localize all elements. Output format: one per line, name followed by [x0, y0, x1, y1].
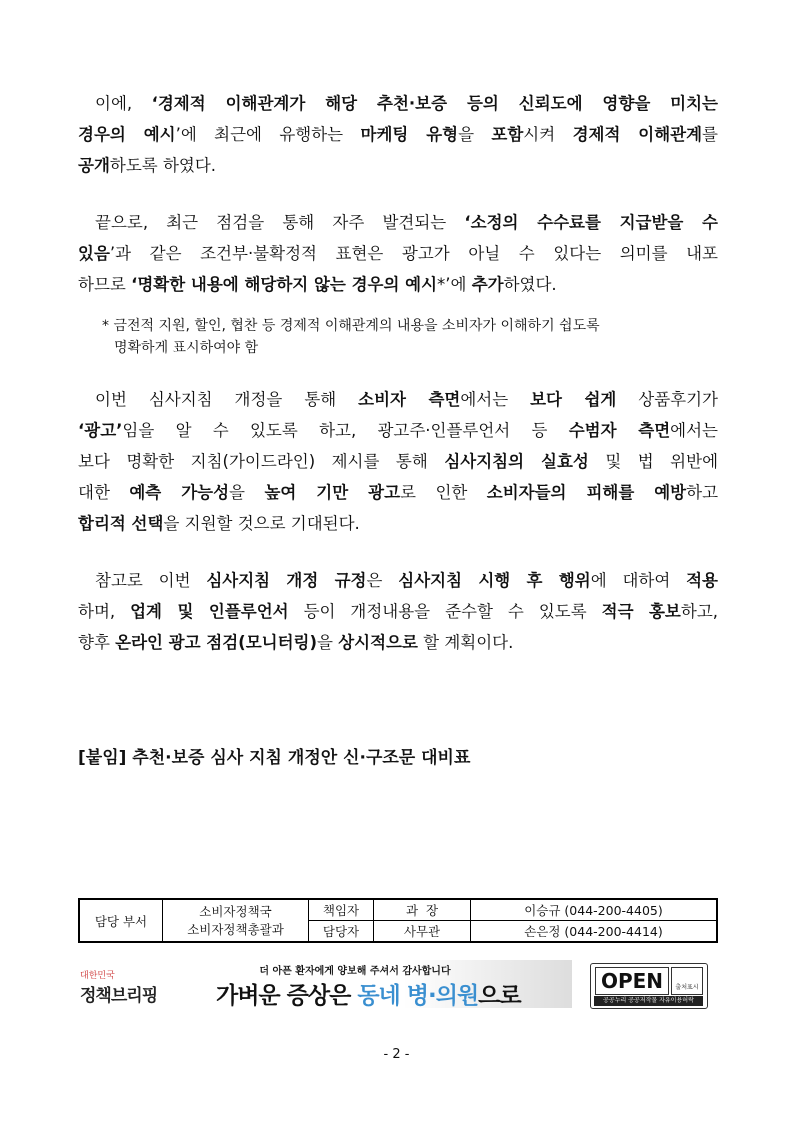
ad-text: 가벼운 증상은	[216, 983, 358, 1009]
bold-text: 포함	[491, 125, 524, 144]
bold-text: 추가	[471, 275, 504, 294]
text: 에서는	[670, 421, 718, 440]
bold-text: 소비자 측면	[358, 390, 461, 409]
footnote	[102, 315, 718, 359]
text: 이에,	[95, 94, 152, 113]
bold-text: 심사지침 시행 후 행위	[398, 571, 591, 590]
text-line	[78, 596, 718, 627]
bold-text: 상시적으로	[338, 633, 418, 652]
text: 등이 개정내용을 준수할 수 있도록	[288, 602, 602, 621]
bold-text: ‘광고’	[78, 421, 123, 440]
person: 이승규 (044-200-4405)	[471, 899, 718, 921]
open-caption: 공공누리 공공저작물 자유이용허락	[594, 996, 703, 1006]
contact-table	[78, 898, 718, 943]
bold-text: ‘소정의 수수료를 지급받을 수	[464, 213, 718, 232]
ad-subtitle: 더 아픈 환자에게 양보해 주셔서 감사합니다	[259, 966, 451, 977]
bold-text: 수범자 측면	[568, 421, 671, 440]
text: 및 법 위반에	[588, 452, 719, 471]
bold-text: 공개	[78, 156, 110, 175]
text: 끝으로, 최근 점검을 통해 자주 발견되는	[95, 213, 465, 232]
text: 에 대하여	[590, 571, 687, 590]
text: 로 인한	[400, 483, 487, 502]
role: 책임자	[309, 899, 374, 921]
paragraph-1	[78, 88, 718, 181]
attachment-title: [붙임] 추천·보증 심사 지침 개정안 신·구조문 대비표	[78, 748, 471, 768]
text-line	[78, 508, 718, 539]
bold-text: 적극 홍보	[601, 602, 681, 621]
bold-text: 합리적 선택	[78, 514, 164, 533]
bold-text: 경우의 예시	[78, 125, 176, 144]
ad-headline	[216, 977, 572, 1010]
text-line	[78, 207, 718, 238]
text: 은	[366, 571, 399, 590]
title: 사무관	[374, 921, 471, 943]
text: 하고,	[680, 602, 718, 621]
ad-text-highlight: 동네 병·의원	[357, 983, 479, 1009]
text-line	[78, 88, 718, 119]
text: 을 지원할 것으로 기대된다.	[163, 514, 360, 533]
footnote-line: 명확하게 표시하여야 함	[114, 340, 259, 356]
text: 을	[229, 483, 265, 502]
text-line	[78, 565, 718, 596]
attribution-icon	[671, 967, 703, 995]
bold-text: 업계 및 인플루언서	[130, 602, 289, 621]
text-line	[78, 269, 718, 300]
text: 보다 명확한 지침(가이드라인) 제시를 통해	[78, 452, 445, 471]
open-text: OPEN	[595, 967, 669, 995]
text: 하고	[686, 483, 719, 502]
text-line	[78, 446, 718, 477]
text-line	[78, 415, 718, 446]
paragraph-2	[78, 207, 718, 300]
text: *’에	[437, 275, 472, 294]
bold-text: 예측 가능성	[129, 483, 230, 502]
text: 하며,	[78, 602, 131, 621]
text: 할 계획이다.	[417, 633, 514, 652]
person: 손은정 (044-200-4414)	[471, 921, 718, 943]
text: 향후	[78, 633, 116, 652]
text-line	[78, 238, 718, 269]
bold-text: 온라인 광고 점검(모니터링)	[115, 633, 318, 652]
bold-text: 적용	[686, 571, 718, 590]
bold-text: ‘명확한 내용에 해당하지 않는 경우의 예시	[131, 275, 438, 294]
page-number: - 2 -	[383, 1047, 410, 1062]
text: 를	[702, 125, 718, 144]
paragraph-3	[78, 384, 718, 539]
logo-main-text: 정책브리핑	[80, 986, 158, 1006]
dept-label: 담당 부서	[79, 899, 163, 942]
bold-text: 보다 쉽게	[530, 390, 617, 409]
ad-banner[interactable]	[198, 960, 572, 1008]
text-line	[78, 150, 718, 181]
text: 상품후기가	[616, 390, 718, 409]
bold-text: ‘경제적 이해관계가 해당 추천·보증 등의 신뢰도에 영향을 미치는	[151, 94, 718, 113]
bureau: 소비자정책국	[199, 903, 272, 919]
role: 담당자	[309, 921, 374, 943]
text: 하도록 하였다.	[109, 156, 217, 175]
text: ’과 같은 조건부·불확정적 표현은 광고가 아닐 수 있다는 의미를 내포	[109, 244, 718, 263]
text-line	[78, 477, 718, 508]
text: 시켜	[523, 125, 573, 144]
text: 이번 심사지침 개정을 통해	[95, 390, 359, 409]
text: 임을 알 수 있도록 하고, 광고주·인플루언서 등	[122, 421, 569, 440]
bold-text: 경제적 이해관계	[572, 125, 703, 144]
footnote-line: * 금전적 지원, 할인, 협찬 등 경제적 이해관계의 내용을 소비자가 이해하기 쉽도록	[102, 318, 600, 334]
bold-text: 높여 기만 광고	[264, 483, 401, 502]
paragraph-4	[78, 565, 718, 658]
text: 하므로	[78, 275, 132, 294]
text: 하였다.	[503, 275, 557, 294]
text: 에서는	[460, 390, 531, 409]
text: 참고로 이번	[95, 571, 207, 590]
bold-text: 심사지침의 실효성	[444, 452, 589, 471]
text: 대한	[78, 483, 130, 502]
text: 을	[458, 125, 492, 144]
badge-text: 출처표시	[675, 984, 699, 991]
bold-text: 있음	[78, 244, 110, 263]
text-line	[78, 627, 718, 658]
text: ’에 최근에 유행하는	[175, 125, 361, 144]
dept-name	[163, 899, 309, 942]
title: 과 장	[374, 899, 471, 921]
text-line	[78, 119, 718, 150]
ad-text: 으로	[478, 983, 521, 1009]
bold-text: 심사지침 개정 규정	[206, 571, 367, 590]
text-line	[78, 384, 718, 415]
bold-text: 마케팅 유형	[360, 125, 459, 144]
bold-text: 소비자들의 피해를 예방	[486, 483, 687, 502]
text: 을	[317, 633, 339, 652]
open-license-badge	[590, 963, 708, 1009]
policy-briefing-logo[interactable]	[80, 960, 170, 1008]
division: 소비자정책총괄과	[187, 921, 284, 937]
logo-small-text: 대한민국	[80, 971, 115, 981]
